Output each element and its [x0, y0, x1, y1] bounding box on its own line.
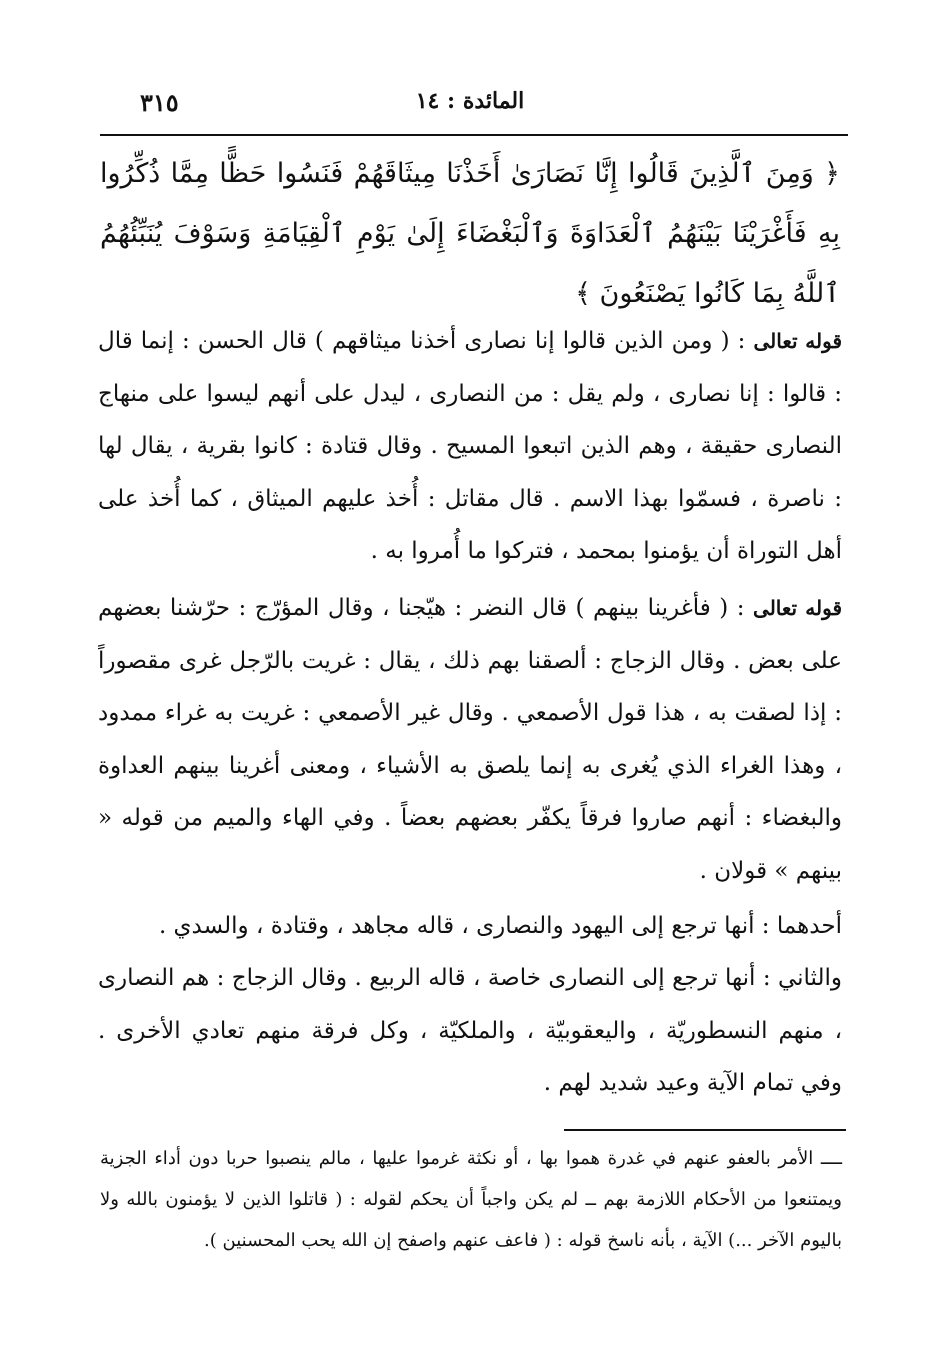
page-number: ٣١٥ — [140, 88, 179, 117]
paragraph-text: : ( ومن الذين قالوا إنا نصارى أخذنا ميثاقهم ) قال الحسن : إنما قال : قالوا : إنا نصارى ، ولم يقل : من النصارى ، ليدل على أنهم ليسوا على منهاج النصارى حقيقة ، وهم الذين اتبعوا المسيح . وقال قتادة : كانوا بقرية ، يقال لها : ناصرة ، فسمّوا بهذا الاسم . قال مقاتل : أُخذ عليهم الميثاق ، كما أُخذ على أهل التوراة أن يؤمنوا بمحمد ، فتركوا ما أُمروا به . — [98, 328, 842, 564]
paragraph-label: قوله تعالى — [753, 329, 843, 353]
paragraph-text: أحدهما : أنها ترجع إلى اليهود والنصارى ، قاله مجاهد ، وقتادة ، والسدي . — [158, 913, 842, 939]
paragraph-label: قوله تعالى — [753, 596, 842, 620]
paragraph-text: والثاني : أنها ترجع إلى النصارى خاصة ، قاله الربيع . وقال الزجاج : هم النصارى ، منهم النسطوريّة ، واليعقوبيّة ، والملكيّة ، وكل فرقة منهم تعادي الأخرى . وفي تمام الآية وعيد شديد لهم . — [98, 965, 842, 1096]
header-divider — [100, 134, 848, 136]
commentary-paragraph-2 — [98, 582, 842, 897]
commentary-paragraph-3 — [98, 900, 842, 953]
quran-verse: ﴿ وَمِنَ ٱلَّذِينَ قَالُوا إِنَّا نَصَارَىٰ أَخَذْنَا مِيثَاقَهُمْ فَنَسُوا حَظًّا مِمَّا ذُكِّرُوا بِهِ فَأَغْرَيْنَا بَيْنَهُمُ ٱلْعَدَاوَةَ وَٱلْبَغْضَاءَ إِلَىٰ يَوْمِ ٱلْقِيَامَةِ وَسَوْفَ يُنَبِّئُهُمُ ٱللَّهُ بِمَا كَانُوا يَصْنَعُونَ ﴾ — [100, 158, 840, 309]
footnote: ــــ الأمر بالعفو عنهم في غدرة هموا بها ، أو نكثة غرموا عليها ، مالم ينصبوا حربا دون أداء الجزية ويمتنعوا من الأحكام اللازمة بهم ــ لم يكن واجباً أن يحكم لقوله : ( قاتلوا الذين لا يؤمنون بالله ولا باليوم الآخر ...) الآية ، بأنه ناسخ قوله : ( فاعف عنهم واصفح إن الله يحب المحسنين ). — [100, 1148, 842, 1251]
commentary-paragraph-4 — [98, 952, 842, 1110]
running-header — [100, 84, 840, 124]
paragraph-text: : ( فأغرينا بينهم ) قال النضر : هيّجنا ، وقال المؤرّج : حرّشنا بعضهم على بعض . وقال الزجاج : ألصقنا بهم ذلك ، يقال : غريت بالرّجل غرى مقصوراً : إذا لصقت به ، هذا قول الأصمعي . وقال غير الأصمعي : غريت به غراء ممدود ، وهذا الغراء الذي يُغرى به إنما يلصق به الأشياء ، ومعنى أغرينا بينهم العداوة والبغضاء : أنهم صاروا فرقاً يكفّر بعضهم بعضاً . وفي الهاء والميم من قوله « بينهم » قولان . — [98, 595, 842, 884]
footnote-divider — [564, 1129, 846, 1131]
surah-verse-title: المائدة : ١٤ — [415, 88, 525, 114]
commentary-paragraph-1 — [98, 315, 842, 578]
